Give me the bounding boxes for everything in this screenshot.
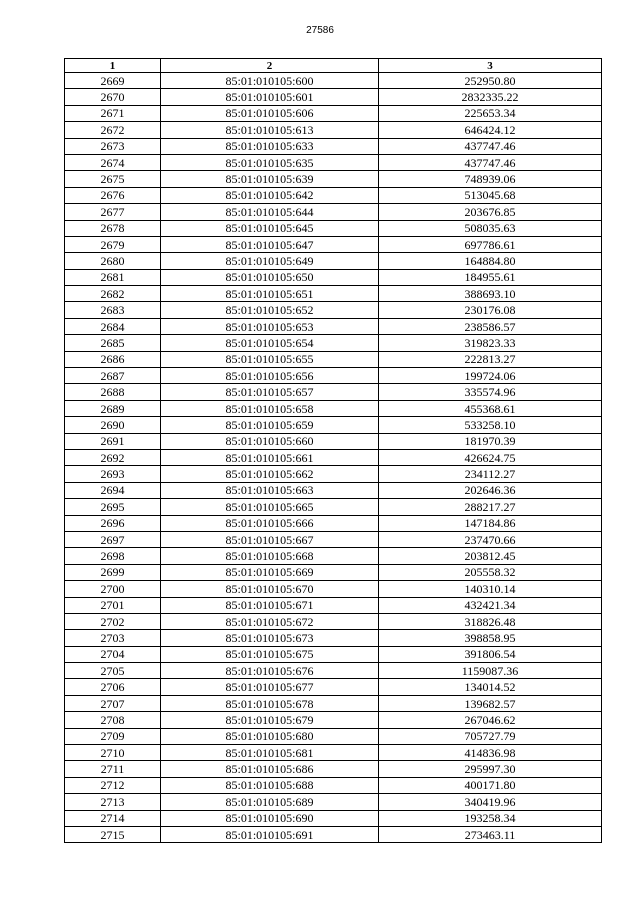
table-body	[65, 73, 602, 843]
header-row	[65, 59, 602, 73]
value-cell: 295997.30	[379, 761, 602, 777]
cadastral-number-cell: 85:01:010105:665	[161, 499, 379, 515]
row-number-cell: 2708	[65, 712, 161, 728]
cadastral-number-cell: 85:01:010105:659	[161, 417, 379, 433]
value-cell: 225653.34	[379, 105, 602, 121]
table-row	[65, 777, 602, 793]
table-row	[65, 220, 602, 236]
cadastral-number-cell: 85:01:010105:663	[161, 482, 379, 498]
table-row	[65, 531, 602, 547]
value-cell: 426624.75	[379, 449, 602, 465]
table-row	[65, 73, 602, 89]
table-row	[65, 384, 602, 400]
row-number-cell: 2681	[65, 269, 161, 285]
cadastral-number-cell: 85:01:010105:655	[161, 351, 379, 367]
row-number-cell: 2677	[65, 204, 161, 220]
value-cell: 400171.80	[379, 777, 602, 793]
row-number-cell: 2686	[65, 351, 161, 367]
cadastral-number-cell: 85:01:010105:680	[161, 728, 379, 744]
table-row	[65, 794, 602, 810]
cadastral-number-cell: 85:01:010105:642	[161, 187, 379, 203]
row-number-cell: 2672	[65, 122, 161, 138]
table-row	[65, 449, 602, 465]
cadastral-number-cell: 85:01:010105:671	[161, 597, 379, 613]
row-number-cell: 2702	[65, 613, 161, 629]
cadastral-number-cell: 85:01:010105:639	[161, 171, 379, 187]
table-row	[65, 695, 602, 711]
cadastral-number-cell: 85:01:010105:662	[161, 466, 379, 482]
row-number-cell: 2674	[65, 154, 161, 170]
table-row	[65, 286, 602, 302]
value-cell: 398858.95	[379, 630, 602, 646]
row-number-cell: 2713	[65, 794, 161, 810]
value-cell: 134014.52	[379, 679, 602, 695]
row-number-cell: 2693	[65, 466, 161, 482]
value-cell: 2832335.22	[379, 89, 602, 105]
row-number-cell: 2706	[65, 679, 161, 695]
value-cell: 140310.14	[379, 581, 602, 597]
value-cell: 202646.36	[379, 482, 602, 498]
row-number-cell: 2695	[65, 499, 161, 515]
row-number-cell: 2696	[65, 515, 161, 531]
cadastral-number-cell: 85:01:010105:652	[161, 302, 379, 318]
cadastral-number-cell: 85:01:010105:673	[161, 630, 379, 646]
value-cell: 234112.27	[379, 466, 602, 482]
value-cell: 252950.80	[379, 73, 602, 89]
row-number-cell: 2691	[65, 433, 161, 449]
value-cell: 513045.68	[379, 187, 602, 203]
value-cell: 184955.61	[379, 269, 602, 285]
value-cell: 437747.46	[379, 138, 602, 154]
cadastral-number-cell: 85:01:010105:676	[161, 663, 379, 679]
table-row	[65, 154, 602, 170]
value-cell: 139682.57	[379, 695, 602, 711]
cadastral-number-cell: 85:01:010105:647	[161, 236, 379, 252]
row-number-cell: 2690	[65, 417, 161, 433]
table-row	[65, 482, 602, 498]
cadastral-number-cell: 85:01:010105:686	[161, 761, 379, 777]
page-number: 27586	[306, 25, 334, 36]
table-row	[65, 564, 602, 580]
cadastral-number-cell: 85:01:010105:669	[161, 564, 379, 580]
row-number-cell: 2704	[65, 646, 161, 662]
row-number-cell: 2697	[65, 531, 161, 547]
cadastral-number-cell: 85:01:010105:600	[161, 73, 379, 89]
row-number-cell: 2701	[65, 597, 161, 613]
table-row	[65, 433, 602, 449]
table-row	[65, 269, 602, 285]
row-number-cell: 2715	[65, 826, 161, 842]
row-number-cell: 2698	[65, 548, 161, 564]
table-row	[65, 236, 602, 252]
cadastral-number-cell: 85:01:010105:677	[161, 679, 379, 695]
table-row	[65, 351, 602, 367]
row-number-cell: 2705	[65, 663, 161, 679]
cadastral-number-cell: 85:01:010105:650	[161, 269, 379, 285]
cadastral-number-cell: 85:01:010105:657	[161, 384, 379, 400]
cadastral-number-cell: 85:01:010105:691	[161, 826, 379, 842]
cadastral-number-cell: 85:01:010105:670	[161, 581, 379, 597]
table-row	[65, 663, 602, 679]
row-number-cell: 2671	[65, 105, 161, 121]
value-cell: 697786.61	[379, 236, 602, 252]
value-cell: 199724.06	[379, 368, 602, 384]
table-row	[65, 105, 602, 121]
cadastral-number-cell: 85:01:010105:645	[161, 220, 379, 236]
row-number-cell: 2703	[65, 630, 161, 646]
value-cell: 222813.27	[379, 351, 602, 367]
value-cell: 391806.54	[379, 646, 602, 662]
cadastral-number-cell: 85:01:010105:644	[161, 204, 379, 220]
cadastral-number-cell: 85:01:010105:690	[161, 810, 379, 826]
cadastral-number-cell: 85:01:010105:606	[161, 105, 379, 121]
table-row	[65, 646, 602, 662]
value-cell: 230176.08	[379, 302, 602, 318]
row-number-cell: 2675	[65, 171, 161, 187]
row-number-cell: 2694	[65, 482, 161, 498]
table-row	[65, 368, 602, 384]
table-row	[65, 613, 602, 629]
value-cell: 437747.46	[379, 154, 602, 170]
cadastral-number-cell: 85:01:010105:688	[161, 777, 379, 793]
column-header-3: 3	[379, 59, 602, 73]
row-number-cell: 2712	[65, 777, 161, 793]
value-cell: 288217.27	[379, 499, 602, 515]
value-cell: 203812.45	[379, 548, 602, 564]
value-cell: 455368.61	[379, 400, 602, 416]
value-cell: 203676.85	[379, 204, 602, 220]
cadastral-number-cell: 85:01:010105:601	[161, 89, 379, 105]
cadastral-number-cell: 85:01:010105:635	[161, 154, 379, 170]
table-header	[65, 59, 602, 73]
cadastral-number-cell: 85:01:010105:667	[161, 531, 379, 547]
cadastral-number-cell: 85:01:010105:613	[161, 122, 379, 138]
row-number-cell: 2700	[65, 581, 161, 597]
table-row	[65, 187, 602, 203]
value-cell: 705727.79	[379, 728, 602, 744]
value-cell: 1159087.36	[379, 663, 602, 679]
row-number-cell: 2669	[65, 73, 161, 89]
value-cell: 340419.96	[379, 794, 602, 810]
value-cell: 267046.62	[379, 712, 602, 728]
table-row	[65, 826, 602, 842]
value-cell: 237470.66	[379, 531, 602, 547]
row-number-cell: 2692	[65, 449, 161, 465]
row-number-cell: 2682	[65, 286, 161, 302]
cadastral-number-cell: 85:01:010105:675	[161, 646, 379, 662]
column-header-2: 2	[161, 59, 379, 73]
value-cell: 147184.86	[379, 515, 602, 531]
table-row	[65, 204, 602, 220]
value-cell: 164884.80	[379, 253, 602, 269]
row-number-cell: 2687	[65, 368, 161, 384]
cadastral-number-cell: 85:01:010105:668	[161, 548, 379, 564]
value-cell: 508035.63	[379, 220, 602, 236]
row-number-cell: 2673	[65, 138, 161, 154]
table-row	[65, 335, 602, 351]
value-cell: 388693.10	[379, 286, 602, 302]
row-number-cell: 2676	[65, 187, 161, 203]
table-row	[65, 499, 602, 515]
value-cell: 533258.10	[379, 417, 602, 433]
value-cell: 193258.34	[379, 810, 602, 826]
table-row	[65, 515, 602, 531]
row-number-cell: 2709	[65, 728, 161, 744]
table-row	[65, 302, 602, 318]
row-number-cell: 2710	[65, 745, 161, 761]
table-row	[65, 630, 602, 646]
cadastral-number-cell: 85:01:010105:649	[161, 253, 379, 269]
row-number-cell: 2688	[65, 384, 161, 400]
cadastral-number-cell: 85:01:010105:653	[161, 318, 379, 334]
table-row	[65, 581, 602, 597]
row-number-cell: 2707	[65, 695, 161, 711]
value-cell: 273463.11	[379, 826, 602, 842]
value-cell: 181970.39	[379, 433, 602, 449]
value-cell: 318826.48	[379, 613, 602, 629]
row-number-cell: 2711	[65, 761, 161, 777]
value-cell: 205558.32	[379, 564, 602, 580]
table-row	[65, 400, 602, 416]
table-row	[65, 810, 602, 826]
cadastral-number-cell: 85:01:010105:658	[161, 400, 379, 416]
table-row	[65, 728, 602, 744]
row-number-cell: 2678	[65, 220, 161, 236]
table-row	[65, 548, 602, 564]
cadastral-number-cell: 85:01:010105:678	[161, 695, 379, 711]
table-row	[65, 122, 602, 138]
cadastral-number-cell: 85:01:010105:633	[161, 138, 379, 154]
cadastral-number-cell: 85:01:010105:681	[161, 745, 379, 761]
table-row	[65, 679, 602, 695]
row-number-cell: 2684	[65, 318, 161, 334]
value-cell: 335574.96	[379, 384, 602, 400]
cadastral-number-cell: 85:01:010105:661	[161, 449, 379, 465]
table-row	[65, 745, 602, 761]
table-row	[65, 138, 602, 154]
column-header-1: 1	[65, 59, 161, 73]
row-number-cell: 2699	[65, 564, 161, 580]
cadastral-number-cell: 85:01:010105:651	[161, 286, 379, 302]
value-cell: 748939.06	[379, 171, 602, 187]
row-number-cell: 2714	[65, 810, 161, 826]
value-cell: 319823.33	[379, 335, 602, 351]
cadastral-number-cell: 85:01:010105:689	[161, 794, 379, 810]
row-number-cell: 2670	[65, 89, 161, 105]
cadastral-number-cell: 85:01:010105:660	[161, 433, 379, 449]
value-cell: 646424.12	[379, 122, 602, 138]
data-table	[64, 58, 602, 843]
cadastral-number-cell: 85:01:010105:672	[161, 613, 379, 629]
table-row	[65, 466, 602, 482]
row-number-cell: 2683	[65, 302, 161, 318]
table-row	[65, 253, 602, 269]
table-row	[65, 318, 602, 334]
cadastral-number-cell: 85:01:010105:679	[161, 712, 379, 728]
row-number-cell: 2689	[65, 400, 161, 416]
row-number-cell: 2680	[65, 253, 161, 269]
table-row	[65, 712, 602, 728]
value-cell: 414836.98	[379, 745, 602, 761]
cadastral-number-cell: 85:01:010105:666	[161, 515, 379, 531]
row-number-cell: 2685	[65, 335, 161, 351]
value-cell: 238586.57	[379, 318, 602, 334]
table-row	[65, 597, 602, 613]
row-number-cell: 2679	[65, 236, 161, 252]
table-row	[65, 417, 602, 433]
cadastral-number-cell: 85:01:010105:656	[161, 368, 379, 384]
value-cell: 432421.34	[379, 597, 602, 613]
table-row	[65, 89, 602, 105]
table-row	[65, 171, 602, 187]
cadastral-number-cell: 85:01:010105:654	[161, 335, 379, 351]
table-row	[65, 761, 602, 777]
